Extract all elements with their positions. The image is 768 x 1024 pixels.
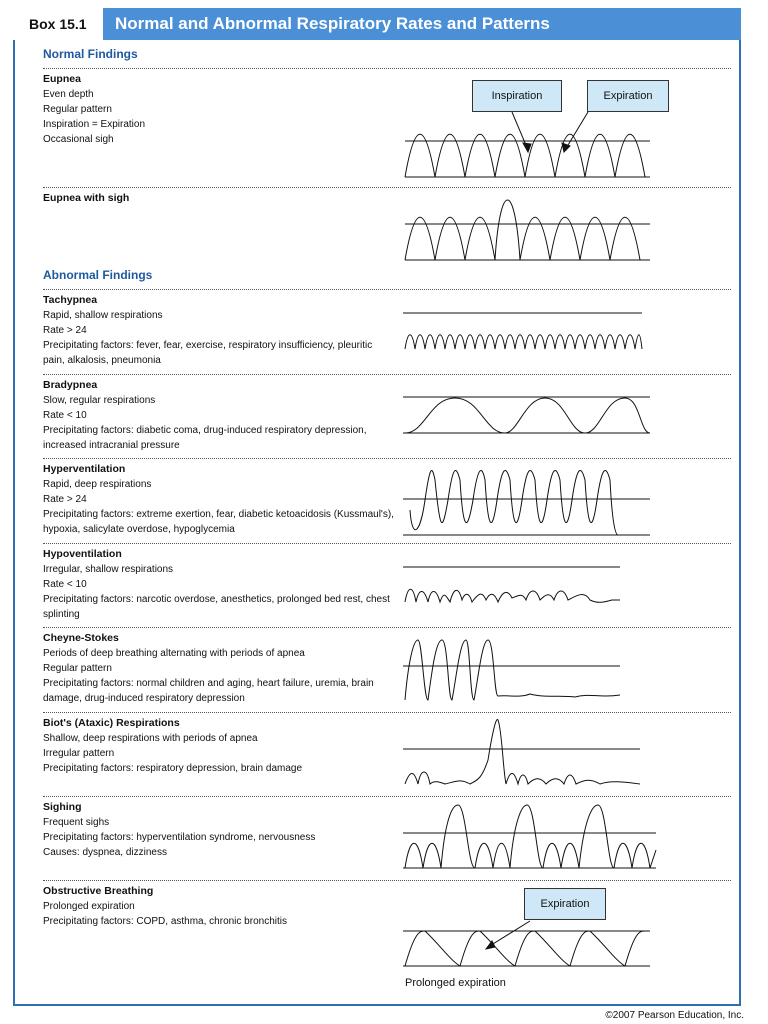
caption-prolonged-expiration: Prolonged expiration (405, 977, 506, 989)
entry-line: Slow, regular respirations (43, 395, 156, 406)
box-number: Box 15.1 (13, 8, 103, 40)
entry-line: Precipitating factors: fever, fear, exercise, respiratory insufficiency, pleuritic pain, alkalosis, pneumonia (43, 340, 373, 366)
entry-line: Irregular pattern (43, 748, 115, 759)
entry-line: Frequent sighs (43, 817, 110, 828)
entry-title: Hyperventilation (43, 463, 126, 475)
label-inspiration: Inspiration (472, 80, 562, 112)
entry-line: Precipitating factors: COPD, asthma, chronic bronchitis (43, 916, 287, 927)
hyperventilation-wave (410, 470, 618, 535)
section-abnormal-findings: Abnormal Findings (43, 268, 153, 282)
entry-title: Biot's (Ataxic) Respirations (43, 717, 180, 729)
entry-line: Precipitating factors: diabetic coma, drug-induced respiratory depression, increased intracranial pressure (43, 425, 367, 451)
entry-line: Precipitating factors: hyperventilation syndrome, nervousness (43, 832, 316, 843)
label-expiration-obstructive: Expiration (524, 888, 606, 920)
entry-line: Even depth (43, 89, 94, 100)
box-title: Normal and Abnormal Respiratory Rates and Patterns (103, 8, 741, 40)
arrow-expiration (565, 112, 588, 150)
entry-line: Rate > 24 (43, 494, 87, 505)
entry-title: Cheyne-Stokes (43, 632, 119, 644)
obstructive-wave (405, 931, 645, 966)
entry-title: Eupnea (43, 73, 81, 85)
entry-line: Rate < 10 (43, 410, 87, 421)
entry-title: Tachypnea (43, 294, 98, 306)
entry-line: Regular pattern (43, 663, 112, 674)
entry-line: Regular pattern (43, 104, 112, 115)
entry-title: Hypoventilation (43, 548, 122, 560)
hypoventilation-wave (405, 589, 620, 602)
sighing-wave (405, 805, 656, 868)
entry-title: Sighing (43, 801, 82, 813)
cheyne-stokes-wave (405, 640, 620, 700)
entry-line: Irregular, shallow respirations (43, 564, 174, 575)
entry-line: Causes: dyspnea, dizziness (43, 847, 167, 858)
label-expiration: Expiration (587, 80, 669, 112)
section-normal-findings: Normal Findings (43, 47, 138, 61)
entry-title: Obstructive Breathing (43, 885, 154, 897)
entry-line: Rapid, deep respirations (43, 479, 152, 490)
bradypnea-wave (405, 398, 650, 433)
entry-line: Precipitating factors: respiratory depression, brain damage (43, 763, 303, 774)
entry-line: Prolonged expiration (43, 901, 135, 912)
entry-line: Precipitating factors: normal children and aging, heart failure, uremia, brain damage, drug-induced respiratory depression (43, 678, 374, 704)
tachypnea-wave (405, 335, 642, 349)
entry-line: Precipitating factors: narcotic overdose, anesthetics, prolonged bed rest, chest splinting (43, 594, 390, 620)
entry-line: Rate < 10 (43, 579, 87, 590)
eupnea-sigh-wave (405, 200, 640, 260)
entry-title: Bradypnea (43, 379, 98, 391)
entry-title: Eupnea with sigh (43, 192, 130, 204)
entry-line: Shallow, deep respirations with periods of apnea (43, 733, 258, 744)
entry-line: Rate > 24 (43, 325, 87, 336)
biots-wave (405, 719, 640, 784)
entry-line: Occasional sigh (43, 134, 114, 145)
entry-line: Precipitating factors: extreme exertion, fear, diabetic ketoacidosis (Kussmaul's), hypoxia, salicylate overdose, hypoglycemia (43, 509, 394, 535)
entry-line: Rapid, shallow respirations (43, 310, 163, 321)
entry-line: Periods of deep breathing alternating with periods of apnea (43, 648, 305, 659)
copyright: ©2007 Pearson Education, Inc. (605, 1010, 744, 1021)
entry-line: Inspiration = Expiration (43, 119, 146, 130)
arrow-expiration-obstructive (488, 921, 530, 947)
